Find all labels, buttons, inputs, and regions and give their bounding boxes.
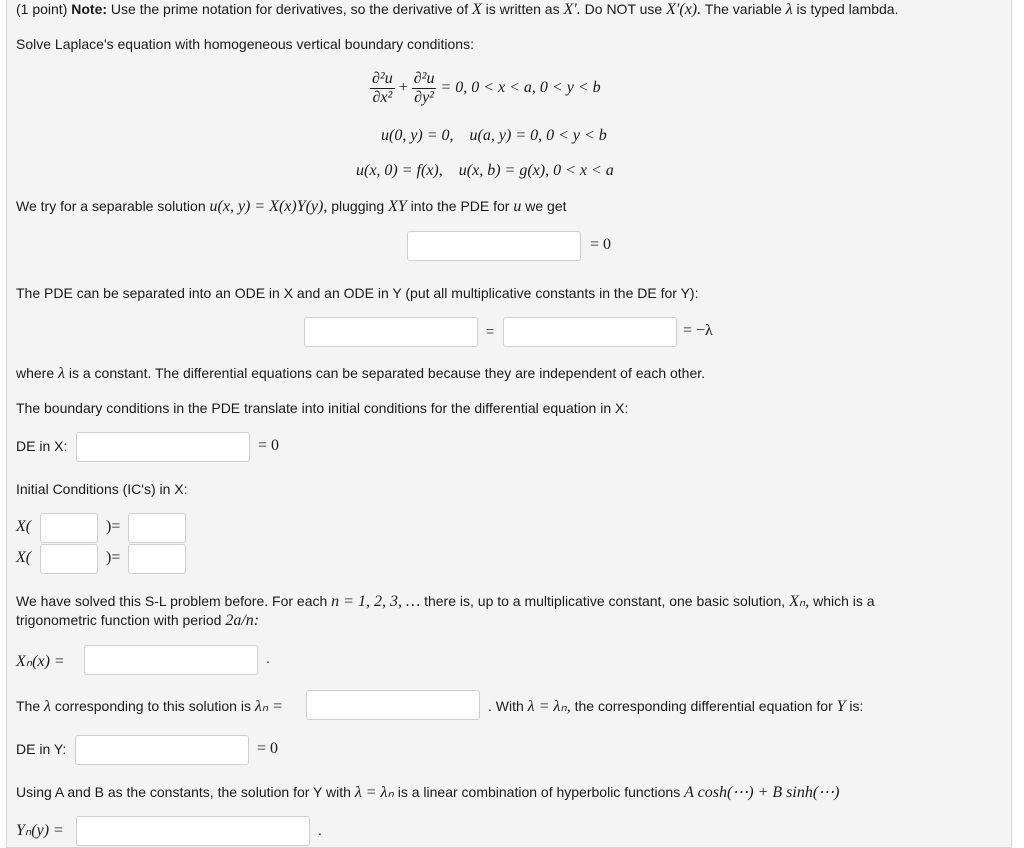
ic2-close-eq: )= [106,549,121,566]
separated-equals-label: = [486,323,495,339]
ic1-x-open: X( [16,518,32,535]
lambda-n-followup-text: . With λ = λₙ, the corresponding differential equation for Y is: [488,698,864,715]
separate-text: The PDE can be separated into an ODE in X and an ODE in Y (put all multiplicative constants in the DE for Y): [16,285,699,301]
ic1-value-input[interactable] [128,513,186,543]
pde-substitution-input[interactable] [407,231,581,261]
lambda-n-text: The λ corresponding to this solution is λₙ = [16,698,283,715]
yn-input[interactable] [76,816,310,846]
ic1-close-eq: )= [106,518,121,535]
equals-neg-lambda-label: = −λ [683,322,713,339]
de-y-label: DE in Y: [16,741,67,757]
boundary-conditions-vertical: u(0, y) = 0, u(a, y) = 0, 0 < y < b [381,127,607,144]
yn-label: Yₙ(y) = [16,822,64,839]
hyperbolic-text: Using A and B as the constants, the solution for Y with λ = λₙ is a linear combination of hyperbolic functions A cosh(⋯) + B sinh(⋯) [16,784,840,801]
separable-text: We try for a separable solution u(x, y) = X(x)Y(y), plugging XY into the PDE for u we get [16,198,567,215]
boundary-conditions-horizontal: u(x, 0) = f(x), u(x, b) = g(x), 0 < x < a [356,162,614,179]
xn-period: . [266,650,270,666]
de-x-label: DE in X: [16,438,68,454]
ic2-x-open: X( [16,549,32,566]
separated-right-input[interactable] [503,317,677,347]
equals-zero-label: = 0 [590,236,612,253]
lambda-n-input[interactable] [306,690,480,720]
ic-label: Initial Conditions (IC's) in X: [16,481,188,497]
yn-period: . [318,822,322,838]
ic2-value-input[interactable] [128,544,186,574]
ic2-arg-input[interactable] [40,544,98,574]
bc-translate-text: The boundary conditions in the PDE translate into initial conditions for the differential equation in X: [16,400,629,416]
ic1-arg-input[interactable] [40,513,98,543]
sl-text-line2: trigonometric function with period 2a/n: [16,612,260,629]
xn-label: Xₙ(x) = [16,653,65,670]
xn-input[interactable] [84,645,258,675]
where-text: where λ is a constant. The differential equations can be separated because they are independent of each other. [16,365,706,382]
header-note: (1 point) Note: Use the prime notation for derivatives, so the derivative of X is written as X′. Do NOT use X′(x). The variable λ is typed lambda. [16,1,899,18]
de-x-input[interactable] [76,432,250,462]
pde-equation: $\frac{\text{∂²u}}{\text{∂x²}}$ + $\frac{\text{∂²u}}{\text{∂y²}}$ = 0, 0 < x < a, 0 < y < b [372,70,601,106]
sl-text-line1: We have solved this S-L problem before. For each n = 1, 2, 3, … there is, up to a multiplicative constant, one basic solution, Xₙ, which is a [16,593,875,610]
separated-left-input[interactable] [304,317,478,347]
de-y-input[interactable] [75,735,249,765]
intro-text: Solve Laplace's equation with homogeneous vertical boundary conditions: [16,36,474,52]
de-y-equals-zero: = 0 [257,740,279,757]
de-x-equals-zero: = 0 [258,437,280,454]
